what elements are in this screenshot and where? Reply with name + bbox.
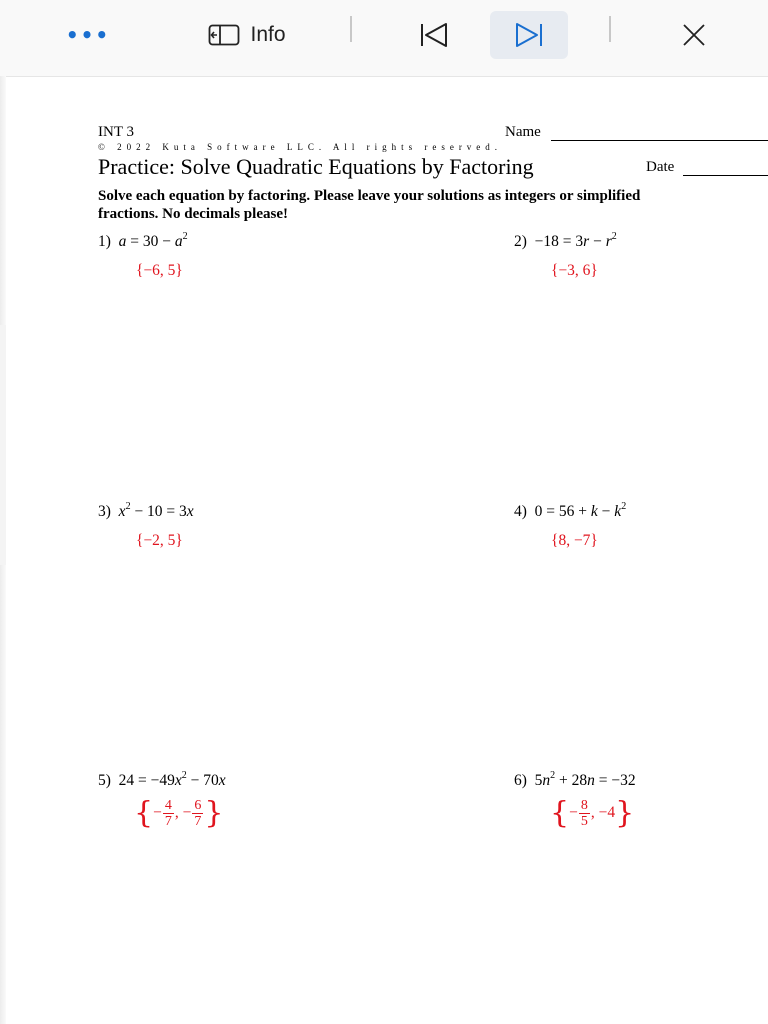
answer-2: {−3, 6} — [551, 262, 598, 279]
next-button[interactable] — [490, 11, 568, 59]
problem-number: 6) — [514, 772, 527, 789]
toolbar-divider — [350, 16, 352, 42]
next-icon — [514, 22, 544, 48]
date-line — [683, 175, 768, 176]
previous-icon — [419, 22, 449, 48]
problem-3: 3) $x^2 - 10 = 3x$ — [98, 501, 194, 520]
toolbar — [0, 0, 768, 77]
more-options-button[interactable] — [66, 20, 110, 50]
problem-number: 2) — [514, 233, 527, 250]
problem-number: 1) — [98, 233, 111, 250]
problem-number: 3) — [98, 503, 111, 520]
info-label: Info — [250, 23, 286, 46]
problem-1: 1) $a = 30 - a^2$ — [98, 231, 188, 250]
answer-5: {− $\frac{4}{7}$ , − $\frac{6}{7}$ } — [134, 795, 224, 831]
info-button[interactable] — [192, 18, 302, 52]
name-label: Name — [505, 124, 541, 140]
problem-number: 4) — [514, 503, 527, 520]
worksheet-title: Practice: Solve Quadratic Equations by Factoring — [98, 154, 534, 179]
answer-4: {8, −7} — [551, 532, 598, 549]
info-panel-icon — [208, 24, 240, 46]
toolbar-divider — [609, 16, 611, 42]
course-label: INT 3 — [98, 124, 134, 140]
date-label: Date — [646, 159, 675, 175]
problem-6: 6) $5n^2 + 28n = -32$ — [514, 770, 636, 789]
more-icon: ••• — [65, 23, 111, 47]
problem-2: $2) -18 = 3r - r^2$ — [514, 231, 617, 250]
name-line — [551, 140, 768, 141]
copyright-text: © 2022 Kuta Software LLC. All rights reserved. — [98, 142, 503, 152]
previous-button[interactable] — [410, 16, 458, 54]
instructions-line: Solve each equation by factoring. Please leave your solutions as integers or simplified — [98, 188, 641, 204]
problem-4: 4) $0 = 56 + k - k^2$ — [514, 501, 627, 520]
worksheet-page — [0, 76, 768, 1024]
answer-3: {−2, 5} — [136, 532, 183, 549]
answer-1: {−6, 5} — [136, 262, 183, 279]
problem-number: 5) — [98, 772, 111, 789]
close-icon — [682, 23, 706, 47]
answer-6: {− $\frac{8}{5}$ , −4} — [550, 795, 635, 831]
close-button[interactable] — [670, 16, 718, 54]
problem-5: 5) $24 = -49x^2 - 70x$ — [98, 770, 226, 789]
instructions — [98, 187, 768, 223]
instructions-line: fractions. No decimals please! — [98, 206, 288, 222]
